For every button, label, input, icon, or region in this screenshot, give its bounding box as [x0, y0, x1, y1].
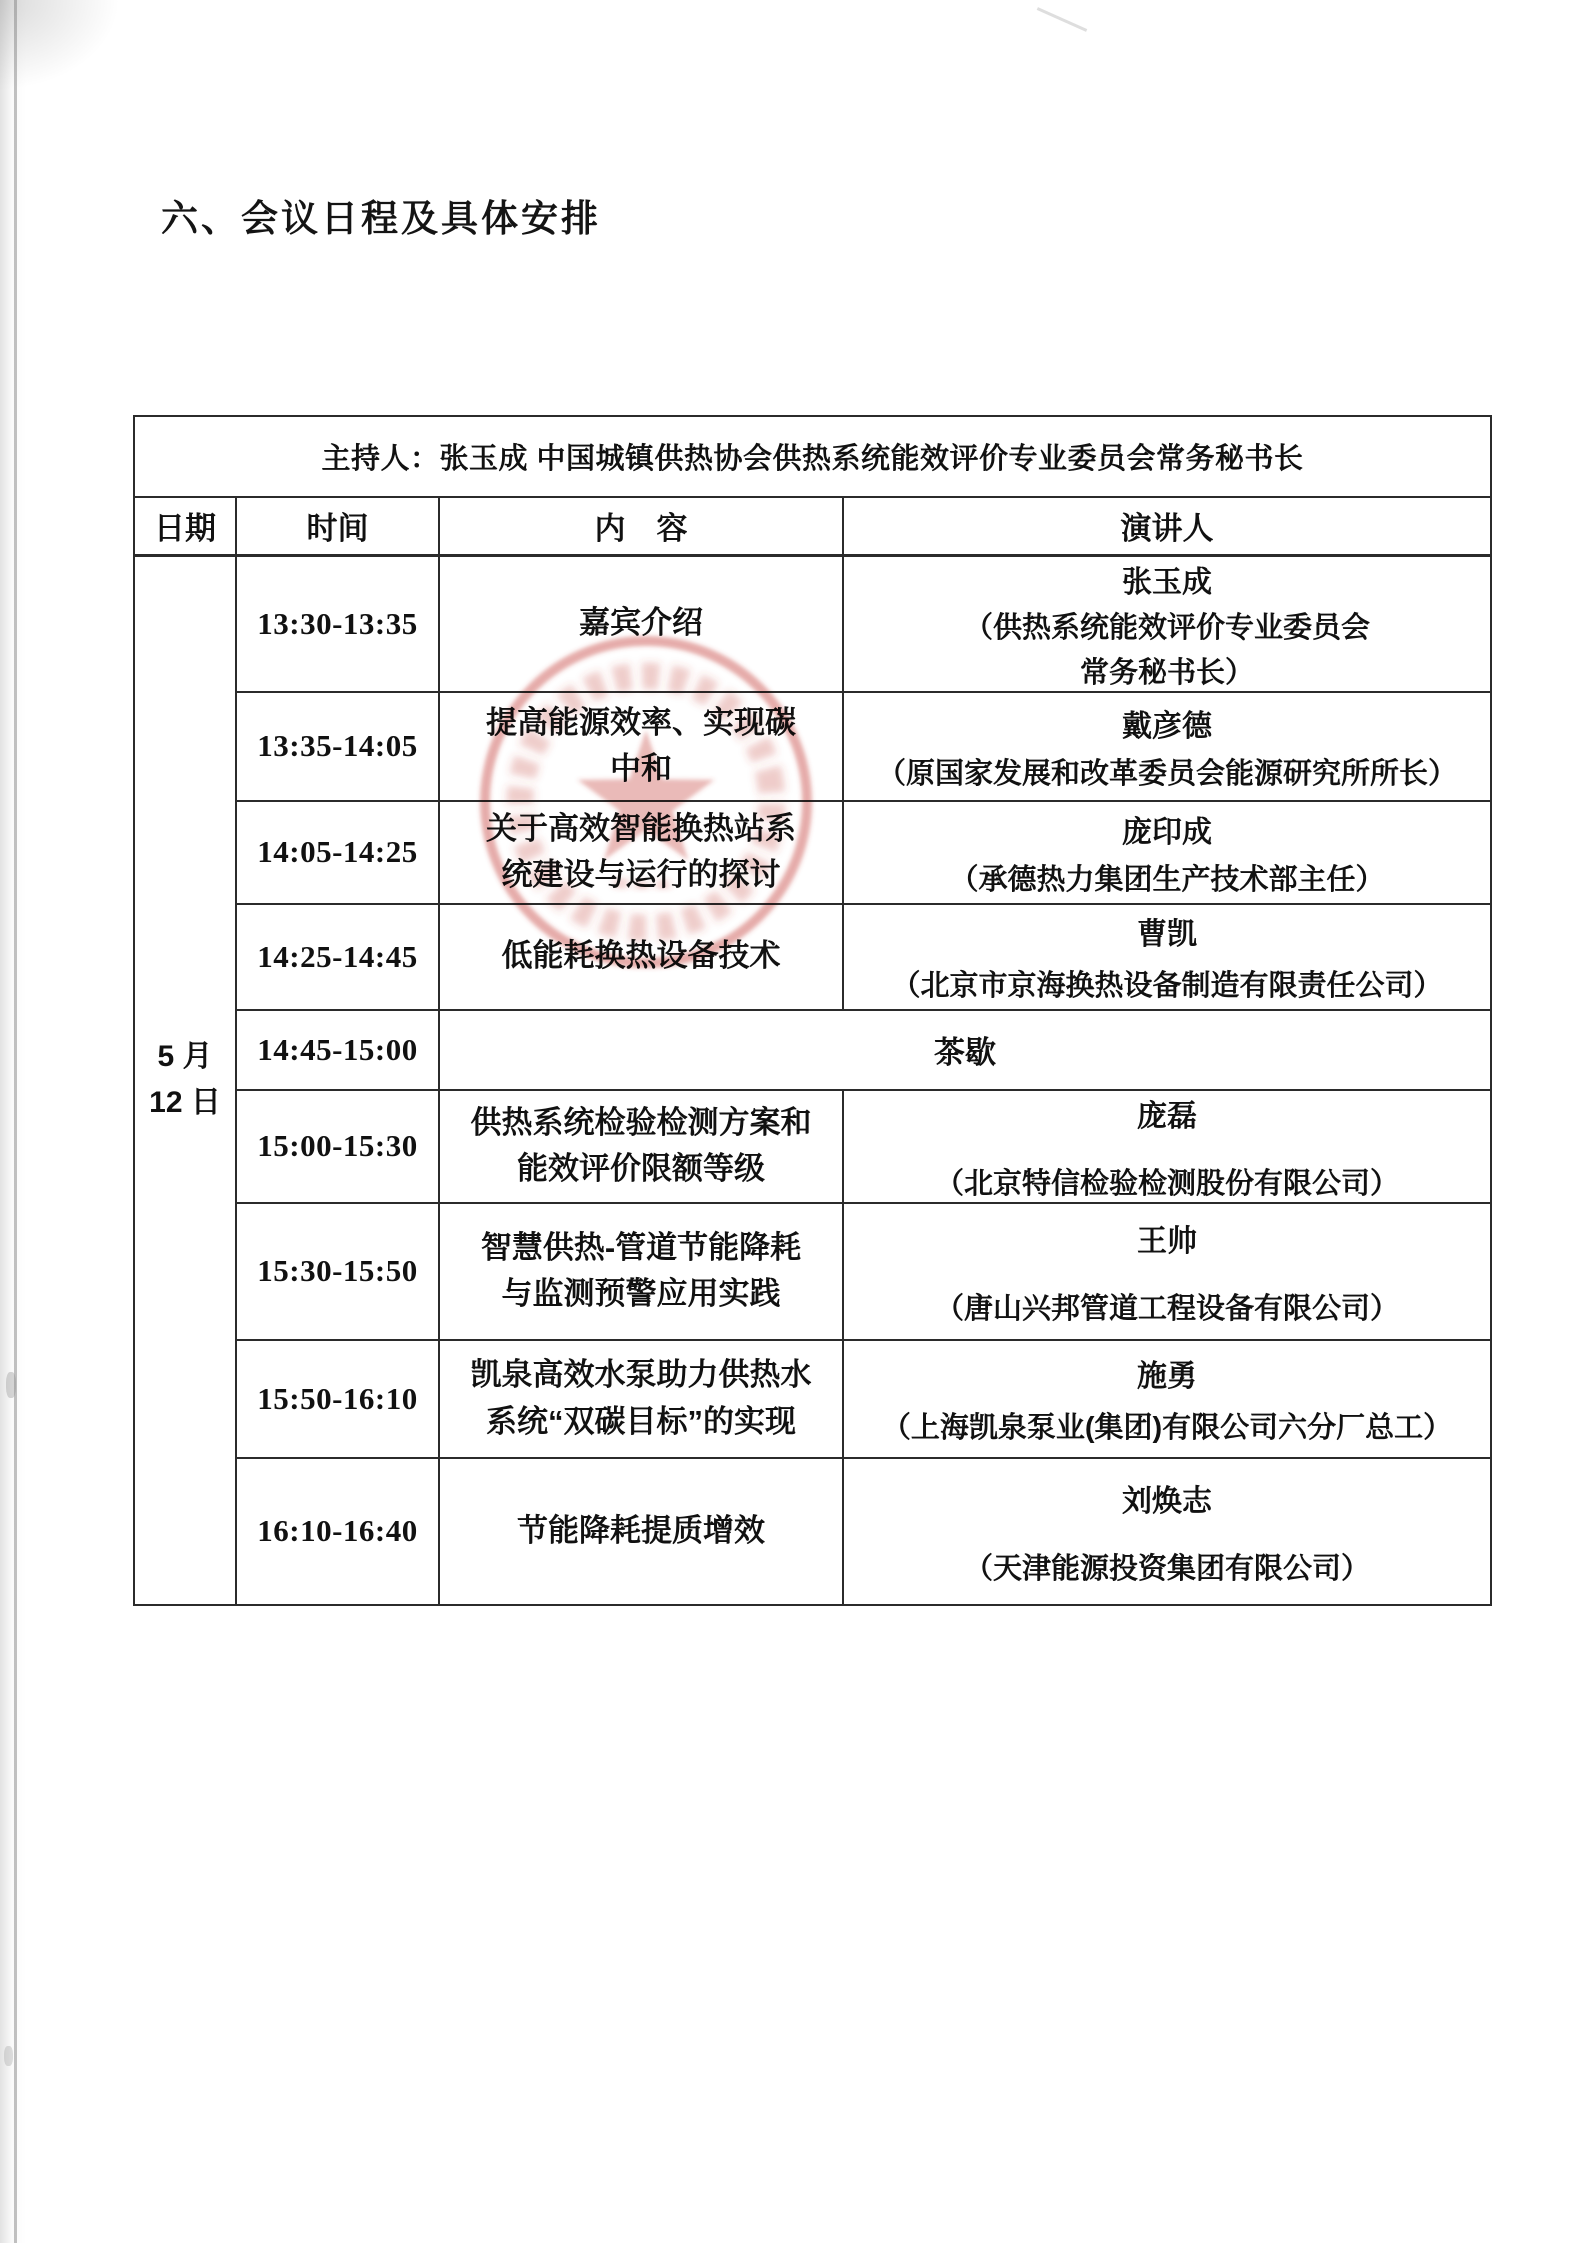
table-row	[134, 692, 1491, 801]
date-line: 5 月	[157, 1039, 213, 1073]
speaker-name: 施勇	[1137, 1360, 1197, 1393]
content-line: 关于高效智能换热站系	[486, 810, 796, 846]
speaker-name: 庞印成	[1122, 815, 1212, 849]
speaker-org-line: （北京特信检验检测股份有限公司）	[934, 1167, 1399, 1200]
header-time: 时间	[236, 497, 439, 555]
content-cell	[439, 1090, 843, 1203]
schedule-table	[133, 415, 1492, 1606]
table-row	[134, 1458, 1491, 1605]
content-cell	[439, 904, 843, 1010]
content-cell	[439, 1458, 843, 1605]
table-row-moderator	[134, 416, 1491, 497]
speaker-name: 庞磊	[1137, 1099, 1197, 1133]
content-cell	[439, 801, 843, 904]
speaker-name: 曹凯	[1137, 918, 1197, 951]
content-line: 嘉宾介绍	[579, 605, 703, 641]
speaker-org-line: （承德热力集团生产技术部主任）	[949, 863, 1385, 896]
time-cell: 15:50-16:10	[236, 1340, 439, 1458]
speaker-name: 王帅	[1137, 1224, 1197, 1258]
header-content: 内 容	[439, 497, 843, 555]
time-cell: 13:35-14:05	[236, 692, 439, 801]
content-line: 中和	[610, 751, 672, 786]
speaker-org-line: （唐山兴邦管道工程设备有限公司）	[934, 1292, 1399, 1325]
content-cell	[439, 555, 843, 692]
content-line: 智慧供热-管道节能降耗	[480, 1229, 802, 1265]
speaker-cell	[843, 692, 1491, 801]
content-cell	[439, 1340, 843, 1458]
content-line: 统建设与运行的探讨	[501, 857, 781, 892]
table-row	[134, 1203, 1491, 1340]
date-cell	[134, 555, 236, 1605]
content-cell	[439, 692, 843, 801]
content-line: 与监测预警应用实践	[501, 1276, 781, 1311]
speaker-org-line: 常务秘书长）	[1079, 656, 1254, 689]
scan-smudge	[4, 2046, 13, 2066]
content-line: 供热系统检验检测方案和	[470, 1104, 812, 1140]
speaker-name: 刘焕志	[1122, 1484, 1212, 1518]
scan-smudge	[6, 1372, 16, 1398]
content-cell	[439, 1203, 843, 1340]
moderator-line: 主持人：张玉成 中国城镇供热协会供热系统能效评价专业委员会常务秘书长	[134, 416, 1491, 497]
time-cell: 15:00-15:30	[236, 1090, 439, 1203]
speaker-cell	[843, 801, 1491, 904]
speaker-org-line: （上海凯泉泵业(集团)有限公司六分厂总工）	[881, 1412, 1453, 1444]
time-cell: 15:30-15:50	[236, 1203, 439, 1340]
content-line: 凯泉高效水泵助力供热水	[470, 1357, 812, 1392]
table-row	[134, 1090, 1491, 1203]
page-title: 六、会议日程及具体安排	[161, 198, 601, 239]
speaker-cell	[843, 555, 1491, 692]
content-line: 系统“双碳目标”的实现	[486, 1403, 796, 1439]
scan-edge-shadow	[0, 0, 26, 2243]
header-date: 日期	[134, 497, 236, 555]
time-cell: 14:25-14:45	[236, 904, 439, 1010]
content-line: 能效评价限额等级	[517, 1151, 765, 1186]
time-cell: 16:10-16:40	[236, 1458, 439, 1605]
time-cell: 14:05-14:25	[236, 801, 439, 904]
speaker-cell	[843, 1203, 1491, 1340]
speaker-cell	[843, 1090, 1491, 1203]
table-row	[134, 555, 1491, 692]
scan-scratch	[1037, 7, 1088, 32]
speaker-cell	[843, 1340, 1491, 1458]
speaker-cell	[843, 904, 1491, 1010]
table-row	[134, 904, 1491, 1010]
speaker-org-line: （天津能源投资集团有限公司）	[963, 1552, 1370, 1585]
scan-corner-shadow	[0, 0, 120, 90]
header-speaker: 演讲人	[843, 497, 1491, 555]
table-row-break	[134, 1010, 1491, 1090]
time-cell: 13:30-13:35	[236, 555, 439, 692]
speaker-org-line: （供热系统能效评价专业委员会	[963, 611, 1370, 644]
speaker-name: 戴彦德	[1122, 709, 1212, 743]
speaker-name: 张玉成	[1122, 565, 1212, 599]
scan-edge-line	[14, 0, 17, 2243]
content-line: 低能耗换热设备技术	[501, 938, 781, 974]
table-row	[134, 801, 1491, 904]
speaker-org-line: （原国家发展和改革委员会能源研究所所长）	[876, 757, 1457, 790]
break-cell: 茶歇	[439, 1010, 1491, 1090]
date-line: 12 日	[149, 1086, 221, 1119]
content-line: 节能降耗提质增效	[517, 1512, 765, 1548]
content-line: 提高能源效率、实现碳	[486, 704, 796, 740]
speaker-cell	[843, 1458, 1491, 1605]
time-cell: 14:45-15:00	[236, 1010, 439, 1090]
table-row	[134, 1340, 1491, 1458]
table-header-row	[134, 497, 1491, 555]
speaker-org-line: （北京市京海换热设备制造有限责任公司）	[891, 970, 1443, 1002]
